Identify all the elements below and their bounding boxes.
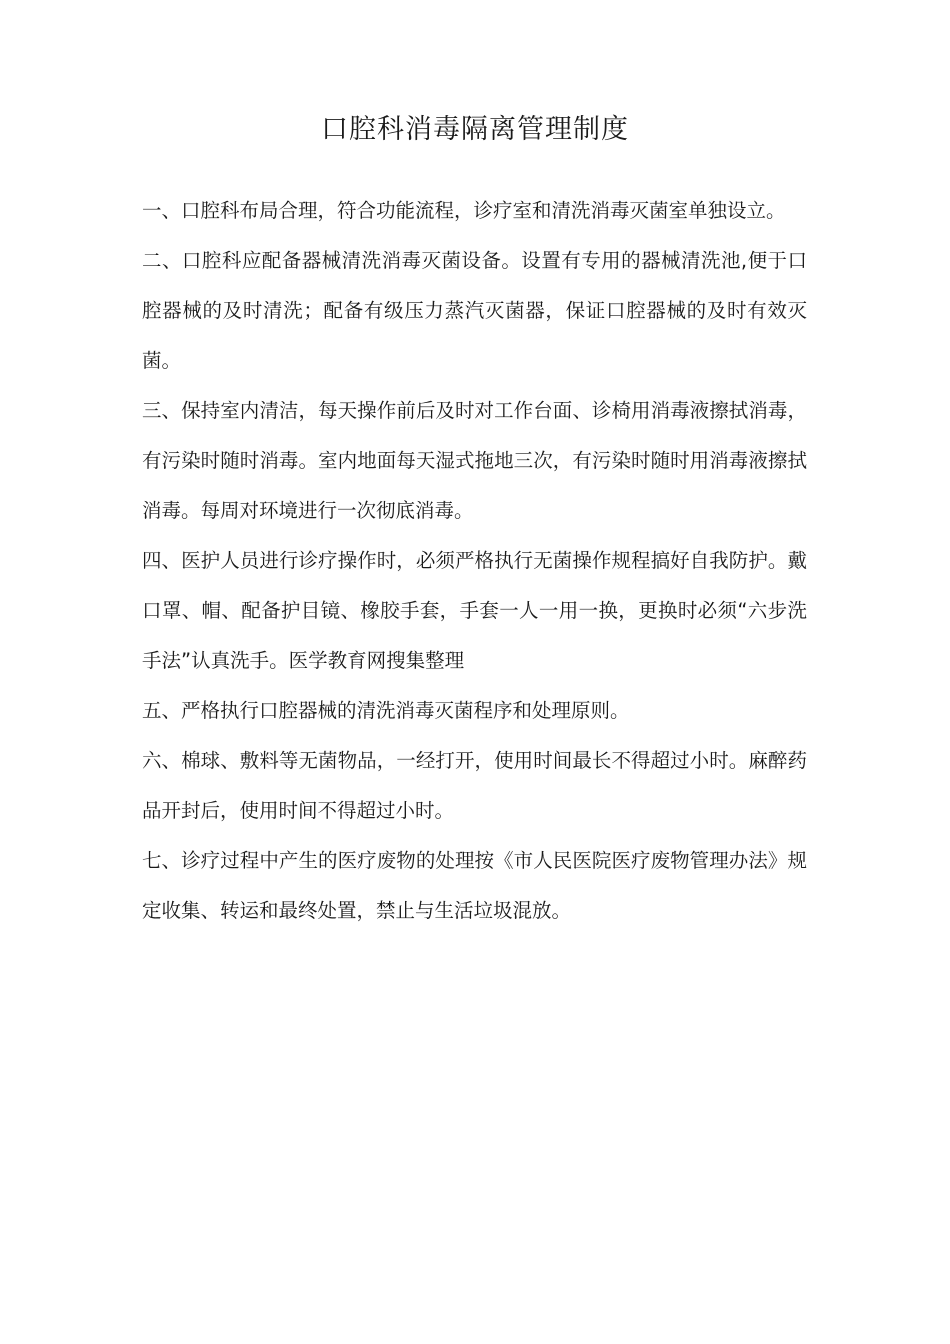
paragraph-5: 五、严格执行口腔器械的清洗消毒灭菌程序和处理原则。 — [142, 699, 630, 722]
paragraph-3: 三、保持室内清洁，每天操作前后及时对工作台面、诊椅用消毒液擦拭消毒，有污染时随时消毒。室内地面每天湿式拖地三次，有污染时随时用消毒液擦拭消毒。每周对环境进行一次彻底消毒。 — [142, 399, 807, 522]
paragraph-7: 七、诊疗过程中产生的医疗废物的处理按《市人民医院医疗废物管理办法》规定收集、转运和最终处置，禁止与生活垃圾混放。 — [142, 849, 807, 922]
paragraph-6: 六、棉球、敷料等无菌物品，一经打开，使用时间最长不得超过小时。麻醉药品开封后，使用时间不得超过小时。 — [142, 749, 807, 822]
paragraph-1: 一、口腔科布局合理，符合功能流程，诊疗室和清洗消毒灭菌室单独设立。 — [142, 199, 786, 222]
document-body — [142, 186, 807, 936]
paragraph-4: 四、医护人员进行诊疗操作时，必须严格执行无菌操作规程搞好自我防护。戴口罩、帽、配备护目镜、橡胶手套，手套一人一用一换，更换时必须“六步洗手法”认真洗手。医学教育网搜集整理 — [142, 549, 807, 672]
paragraph-2: 二、口腔科应配备器械清洗消毒灭菌设备。设置有专用的器械清洗池,便于口腔器械的及时清洗；配备有级压力蒸汽灭菌器，保证口腔器械的及时有效灭菌。 — [142, 249, 807, 372]
document-title: 口腔科消毒隔离管理制度 — [321, 114, 629, 145]
